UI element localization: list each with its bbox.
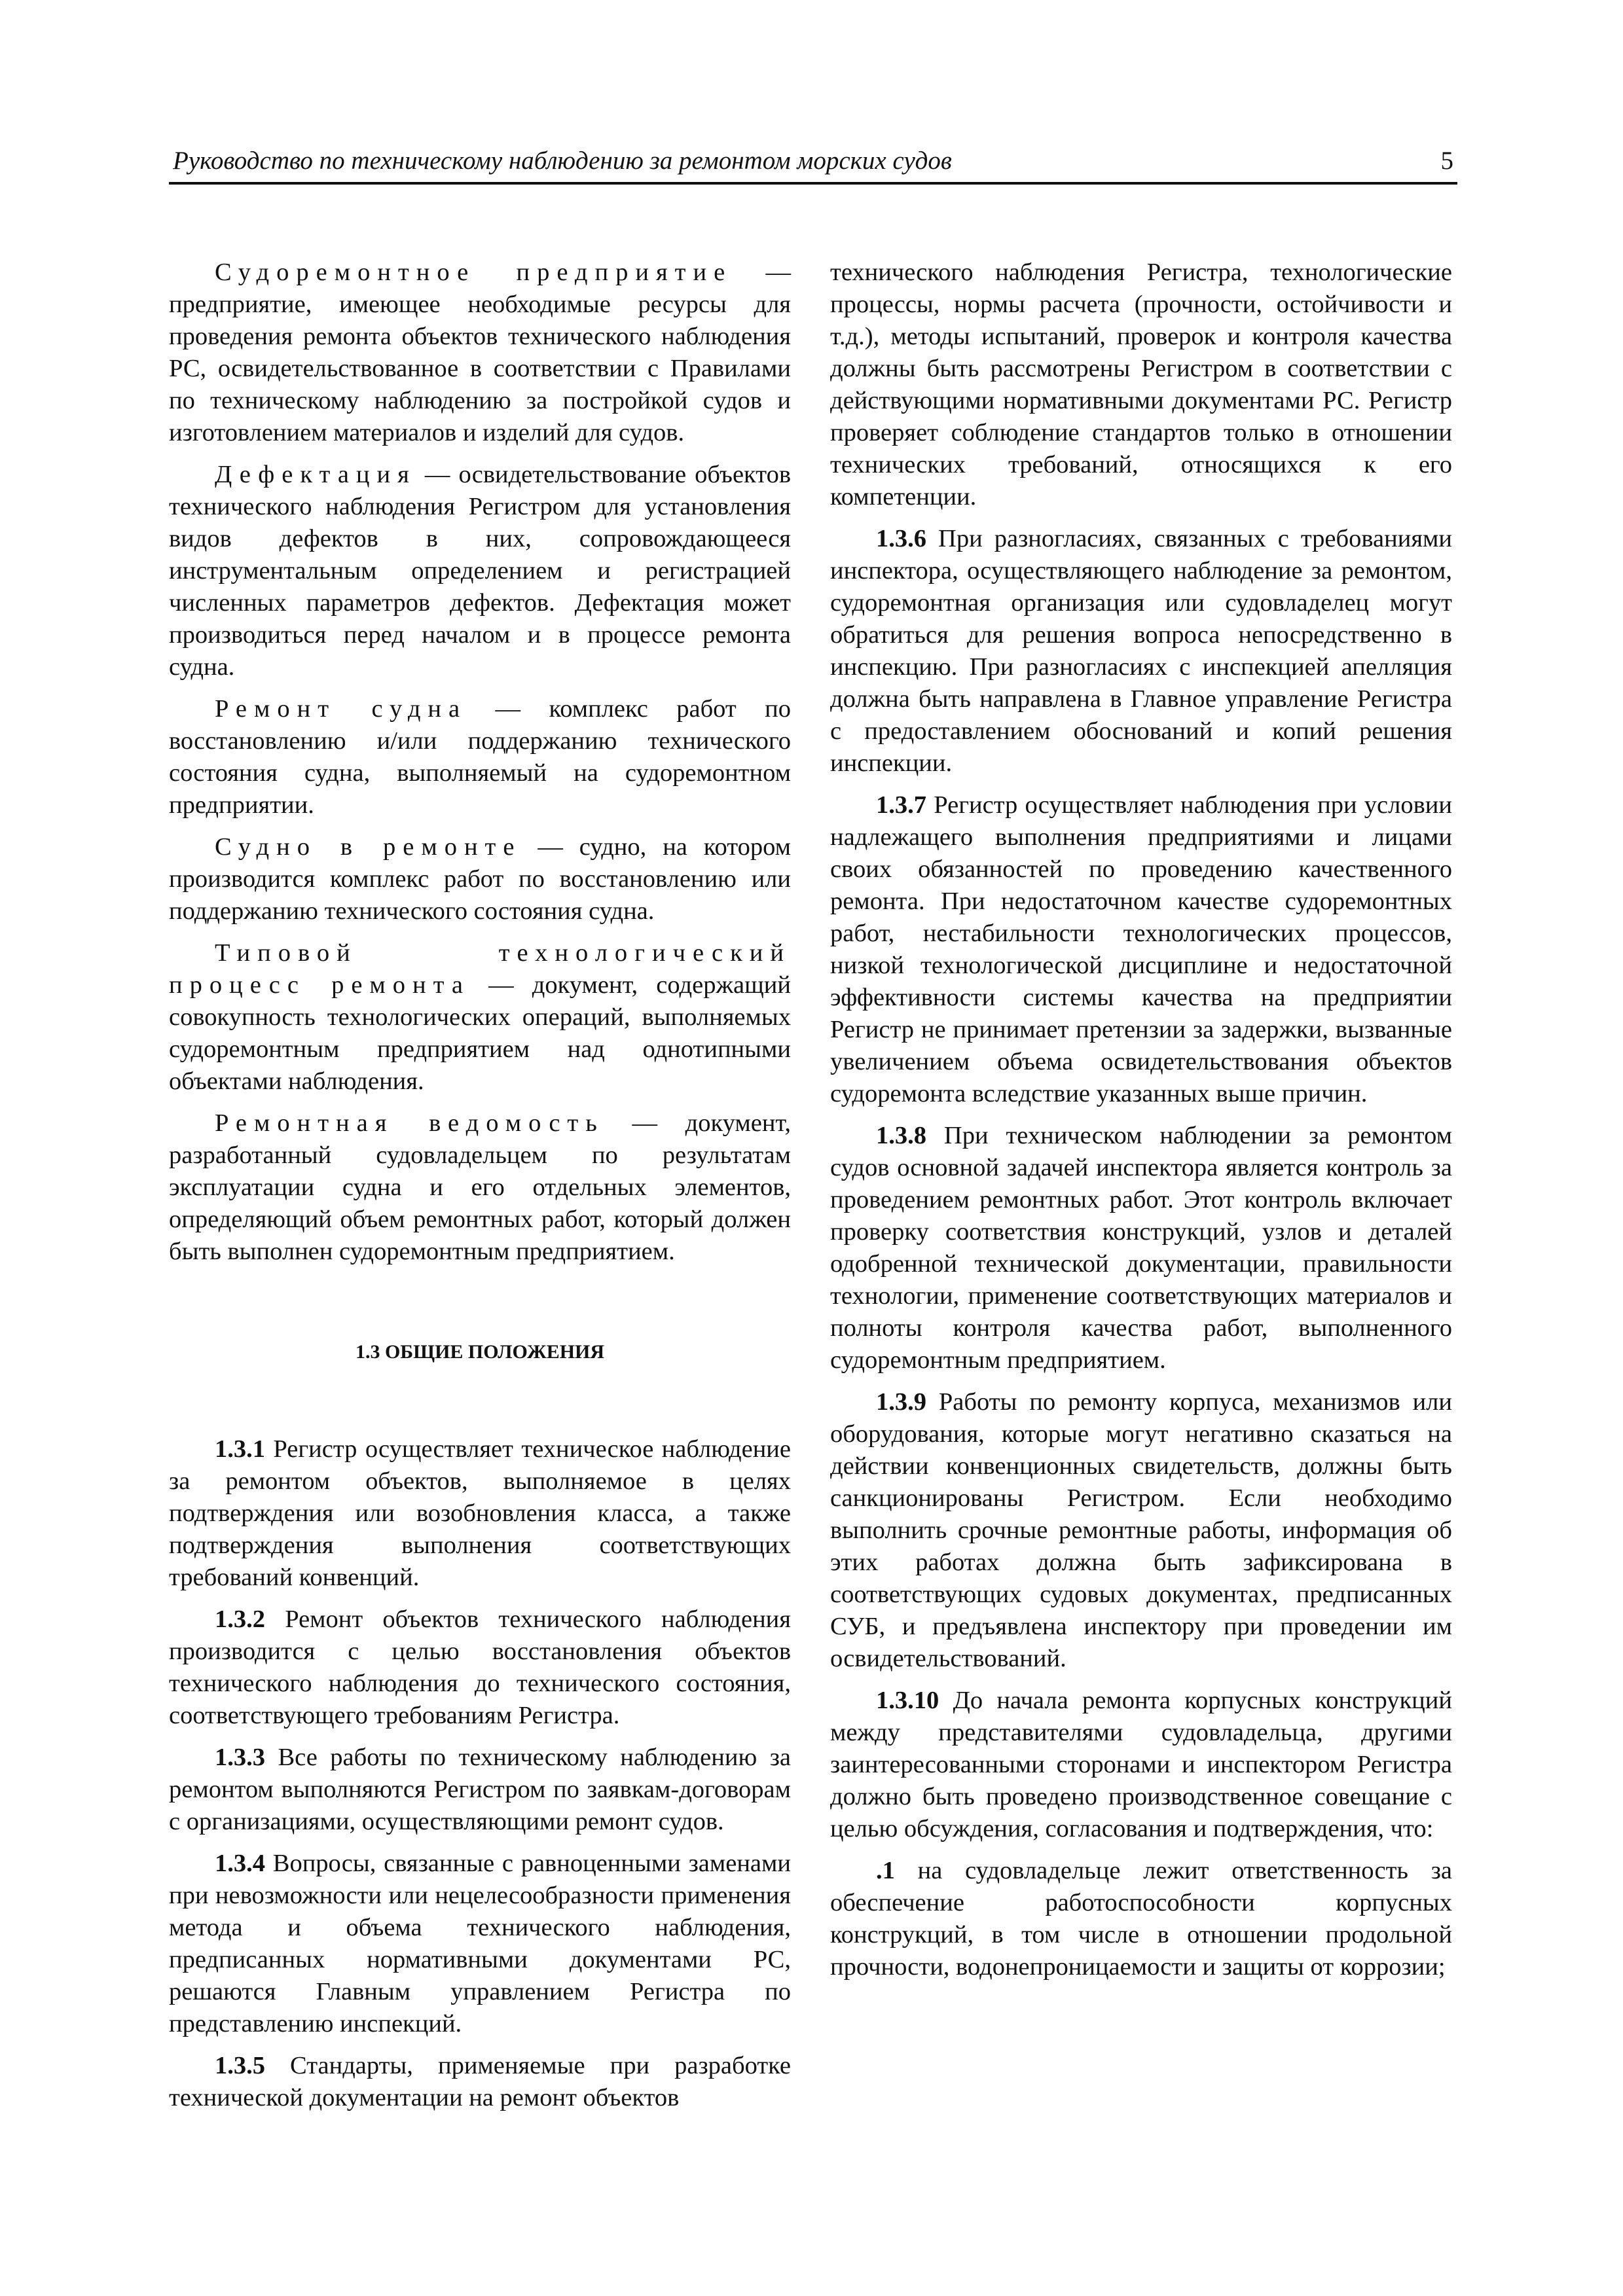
left-column xyxy=(169,257,791,2114)
clause-1-3-4: 1.3.4 Вопросы, связанные с равноценными заменами при невозможности или нецелесообразности применения метода и объема технического наблюдения, предписанных нормативными документами РС, решаются Главным управлением Регистра по представлению инспекций. xyxy=(169,1850,791,2037)
clause-number: 1.3.1 xyxy=(215,1435,265,1463)
clause-number: 1.3.5 xyxy=(215,2052,265,2079)
right-column xyxy=(830,257,1452,1983)
definition-repair-list: Ремонтная ведомость — документ, разработанный судовладельцем по результатам эксплуатации судна и его отдельных элементов, определяющий объем ремонтных работ, который должен быть выполнен судоремонтным предприятием. xyxy=(169,1109,791,1265)
term: Судно в ремонте xyxy=(215,833,522,861)
clause-1-3-9: 1.3.9 Работы по ремонту корпуса, механизмов или оборудования, которые могут негативно сказаться на действии конвенционных свидетельств, должны быть санкционированы Регистром. Если необходимо выполнить срочные ремонтные работы, информация об этих работах должна быть зафиксирована в соответствующих судовых документах, предписанных СУБ, и предъявлена инспектору при проведении им освидетельствований. xyxy=(830,1388,1452,1672)
definition-shipyard: Судоремонтное предприятие — предприятие, имеющее необходимые ресурсы для проведения ремонта объектов технического наблюдения РС, освидетельствованное в соответствии с Правилами по техническому наблюдению за постройкой судов и изготовлением материалов и изделий для судов. xyxy=(169,259,791,446)
clause-number: 1.3.7 xyxy=(876,791,926,819)
running-header xyxy=(169,143,1457,185)
section-heading: 1.3 ОБЩИЕ ПОЛОЖЕНИЯ xyxy=(355,1341,605,1363)
definition-ship-under-repair: Судно в ремонте — судно, на котором производится комплекс работ по восстановлению или поддержанию технического состояния судна. xyxy=(169,833,791,925)
list-item-1: .1 на судовладельце лежит ответственность за обеспечение работоспособности корпусных конструкций, в том числе в отношении продольной прочности, водонепроницаемости и защиты от коррозии; xyxy=(830,1857,1452,1981)
item-number: .1 xyxy=(876,1857,895,1884)
clause-1-3-8: 1.3.8 При техническом наблюдении за ремонтом судов основной задачей инспектора является контроль за проведением ремонтных работ. Этот контроль включает проверку соответствия конструкций, узлов и деталей одобренной технической документации, правильности технологии, применение соответствующих материалов и полноты контроля качества работ, выполненного судоремонтным предприятием. xyxy=(830,1122,1452,1374)
clause-1-3-5: 1.3.5 Стандарты, применяемые при разработке технической документации на ремонт объектов xyxy=(169,2052,791,2111)
clause-number: 1.3.2 xyxy=(215,1605,265,1633)
definition-defectation: Дефектация — освидетельствование объектов технического наблюдения Регистром для установления видов дефектов в них, сопровождающееся инструментальным определением и регистрацией численных параметров дефектов. Дефектация может производиться перед началом и в процессе ремонта судна. xyxy=(169,461,791,681)
term: Дефектация xyxy=(215,461,416,488)
clause-number: 1.3.3 xyxy=(215,1744,265,1771)
clause-1-3-5-continued: технического наблюдения Регистра, технологические процессы, нормы расчета (прочности, остойчивости и т.д.), методы испытаний, проверок и контроля качества должны быть рассмотрены Регистром в соответствии с действующими нормативными документами РС. Регистр проверяет соблюдение стандартов только в отношении технических требований, относящихся к его компетенции. xyxy=(830,259,1452,511)
clause-1-3-7: 1.3.7 Регистр осуществляет наблюдения при условии надлежащего выполнения предприятиями и лицами своих обязанностей по проведению качественного ремонта. При недостаточном качестве судоремонтных работ, нестабильности технологических процессов, низкой технологической дисциплине и недостаточной эффективности системы качества на предприятии Регистр не принимает претензии за задержки, вызванные увеличением объема освидетельствования объектов судоремонта вследствие указанных выше причин. xyxy=(830,791,1452,1107)
term: Типовой технологический процесс ремонта xyxy=(169,939,791,999)
term: Судоремонтное предприятие xyxy=(215,259,733,286)
clause-number: 1.3.9 xyxy=(876,1388,926,1416)
page-number: 5 xyxy=(1440,147,1453,175)
clause-1-3-6: 1.3.6 При разногласиях, связанных с требованиями инспектора, осуществляющего наблюдение за ремонтом, судоремонтная организация или судовладелец могут обратиться для решения вопроса непосредственно в инспекцию. При разногласиях с инспекцией апелляция должна быть направлена в Главное управление Регистра с предоставлением обоснований и копий решения инспекции. xyxy=(830,525,1452,777)
clause-number: 1.3.4 xyxy=(215,1850,265,1877)
term: Ремонтная ведомость xyxy=(215,1109,604,1137)
definition-ship-repair: Ремонт судна — комплекс работ по восстановлению и/или поддержанию технического состояния судна, выполняемый на судоремонтном предприятии. xyxy=(169,695,791,819)
clause-1-3-3: 1.3.3 Все работы по техническому наблюдению за ремонтом выполняются Регистром по заявкам-договорам с организациями, осуществляющими ремонт судов. xyxy=(169,1744,791,1835)
term: Ремонт судна xyxy=(215,695,467,723)
clause-1-3-10: 1.3.10 До начала ремонта корпусных конструкций между представителями судовладельца, другими заинтересованными сторонами и инспектором Регистра должно быть проведено производственное совещание с целью обсуждения, согласования и подтверждения, что: xyxy=(830,1687,1452,1842)
clause-number: 1.3.10 xyxy=(876,1687,939,1714)
header-title: Руководство по техническому наблюдению за ремонтом морских судов xyxy=(173,147,952,175)
clause-number: 1.3.8 xyxy=(876,1122,926,1149)
clause-1-3-1: 1.3.1 Регистр осуществляет техническое наблюдение за ремонтом объектов, выполняемое в целях подтверждения или возобновления класса, а также подтверждения выполнения соответствующих требований конвенций. xyxy=(169,1435,791,1591)
clause-number: 1.3.6 xyxy=(876,525,926,552)
clause-1-3-2: 1.3.2 Ремонт объектов технического наблюдения производится с целью восстановления объектов технического наблюдения до технического состояния, соответствующего требованиям Регистра. xyxy=(169,1605,791,1729)
definition-typical-process: Типовой технологический процесс ремонта — документ, содержащий совокупность технологических операций, выполняемых судоремонтным предприятием над однотипными объектами наблюдения. xyxy=(169,939,791,1095)
